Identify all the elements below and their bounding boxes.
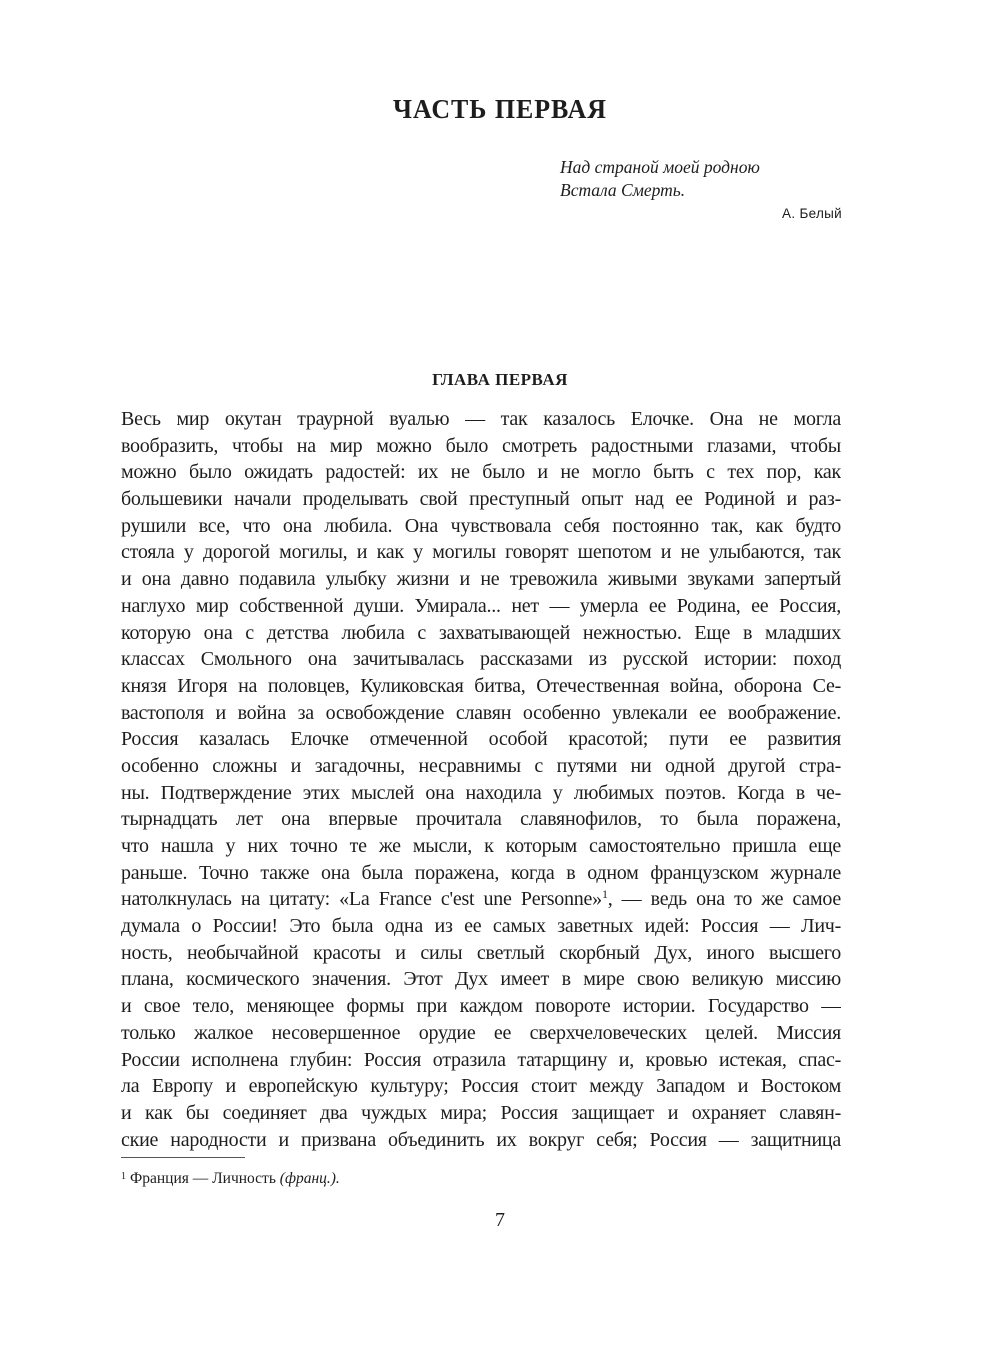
text-line: стояла у дорогой могилы, и как у могилы говорят шепотом и не улыбаются, так <box>121 541 841 564</box>
text-line: князя Игоря на половцев, Куликовская битва, Отечественная война, оборона Се- <box>121 674 841 697</box>
page-number: 7 <box>495 1209 505 1231</box>
text-line: и свое тело, меняющее формы при каждом повороте истории. Государство — <box>121 995 841 1018</box>
footnote-divider <box>121 1157 245 1158</box>
quote-tail: , — ведь она то же самое <box>607 888 841 911</box>
footnote-note: (франц.). <box>279 1170 340 1187</box>
text-line: вообразить, чтобы на мир можно было смотреть радостными глазами, чтобы <box>121 434 841 457</box>
text-line: ность, необычайной красоты и силы светлый скорбный Дух, иного высшего <box>121 941 841 964</box>
text-line: наглухо мир собственной души. Умирала... нет — умерла ее Родина, ее Россия, <box>121 594 841 617</box>
text-line: Весь мир окутан траурной вуалью — так казалось Елочке. Она не могла <box>121 408 841 430</box>
text-line: думала о России! Это была одна из ее самых заветных идей: Россия — Лич- <box>121 915 841 938</box>
text-line: тырнадцать лет она впервые прочитала славянофилов, то была поражена, <box>121 808 841 831</box>
text-line-with-footnote-ref <box>121 886 841 913</box>
footnote-ref[interactable]: 1 <box>601 887 608 902</box>
text-line: только жалкое несовершенное орудие ее сверхчеловеческих целей. Миссия <box>121 1021 841 1044</box>
text-line: ла Европу и европейскую культуру; Россия стоит между Западом и Востоком <box>121 1075 841 1098</box>
epigraph <box>560 156 842 223</box>
text-line: Россия казалась Елочке отмеченной особой красотой; пути ее развития <box>121 728 841 751</box>
text-line: можно было ожидать радостей: их не было и не могло быть с тех пор, как <box>121 461 841 484</box>
footnote-mark: 1 <box>121 1171 126 1182</box>
text-line: которую она с детства любила с захватывающей нежностью. Еще в младших <box>121 621 841 644</box>
epigraph-line: Над страной моей родною <box>560 157 760 177</box>
footnote-text: Франция — Личность <box>130 1170 276 1187</box>
text-line: рушили все, что она любила. Она чувствовала себя постоянно так, как будто <box>121 514 841 537</box>
text-line: вастополя и война за освобождение славян особенно увлекали ее воображение. <box>121 701 841 724</box>
text-line: раньше. Точно также она была поражена, когда в одном французском журнале <box>121 861 841 884</box>
footnote <box>121 1167 340 1189</box>
part-title: ЧАСТЬ ПЕРВАЯ <box>393 94 607 124</box>
text-line: ские народности и призвана объединить их вокруг себя; Россия — защитница <box>121 1128 841 1151</box>
text-line: ны. Подтверждение этих мыслей она находила у любимых поэтов. Когда в че- <box>121 781 841 804</box>
text-line: России исполнена глубин: Россия отразила татарщину и, кровью истекая, спас- <box>121 1048 841 1071</box>
text-line: и как бы соединяет два чуждых мира; Россия защищает и охраняет славян- <box>121 1101 841 1124</box>
text-line: и она давно подавила улыбку жизни и не тревожила живыми звуками запертый <box>121 568 841 591</box>
quote-text: натолкнулась на цитату: «La France c'est une Personne» <box>121 888 602 911</box>
chapter-title: ГЛАВА ПЕРВАЯ <box>432 370 568 389</box>
epigraph-author: А. Белый <box>782 206 842 221</box>
text-line: что нашла у них точно те же мысли, к которым самостоятельно пришла еще <box>121 835 841 857</box>
body-text <box>121 406 841 1153</box>
text-line: плана, космического значения. Этот Дух имеет в мире свою великую миссию <box>121 968 841 991</box>
text-line: классах Смольного она зачитывалась рассказами из русской истории: поход <box>121 648 841 671</box>
text-line: особенно сложны и загадочны, несравнимы с путями ни одной другой стра- <box>121 754 841 777</box>
text-line: большевики начали проделывать свой преступный опыт над ее Родиной и раз- <box>121 488 841 511</box>
epigraph-line: Встала Смерть. <box>560 180 686 200</box>
